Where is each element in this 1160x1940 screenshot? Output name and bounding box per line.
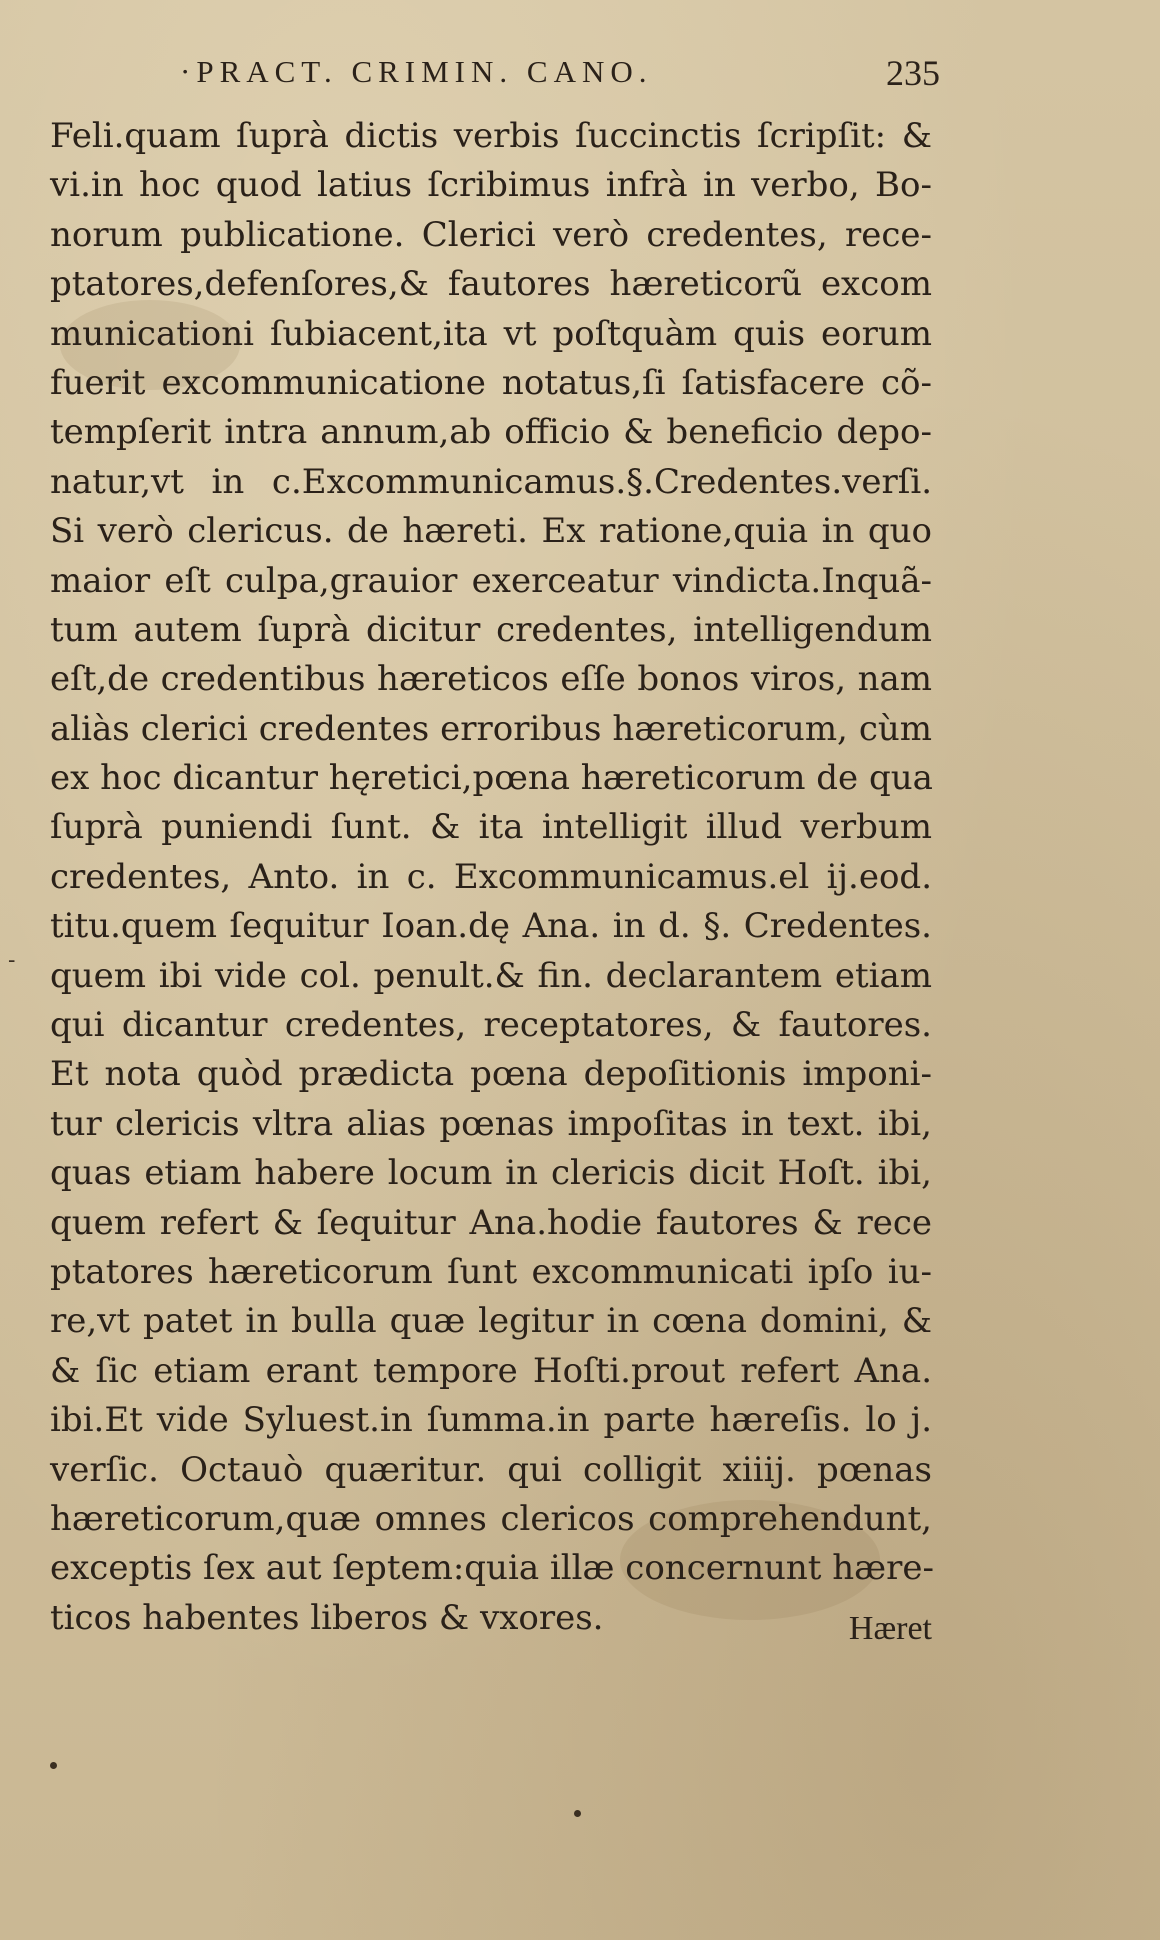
text-line: & ſic etiam erant tempore Hoſti.prout refert Ana. xyxy=(50,1350,932,1391)
text-line: maior eſt culpa,grauior exerceatur vindicta.Inquã- xyxy=(50,560,932,601)
ink-speck xyxy=(574,1810,581,1817)
text-line: re,vt patet in bulla quæ legitur in cœna domini, & xyxy=(50,1301,932,1342)
text-line: quas etiam habere locum in clericis dicit Hoſt. ibi, xyxy=(50,1153,932,1194)
text-line: exceptis ſex aut ſeptem:quia illæ concernunt hære- xyxy=(50,1548,934,1589)
text-line: Si verò clericus. de hæreti. Ex ratione,quia in quo xyxy=(50,511,932,552)
text-line: tum autem ſuprà dicitur credentes, intelligendum xyxy=(50,609,932,650)
ink-speck xyxy=(50,1762,57,1769)
text-line: quem ibi vide col. penult.& fin. declarantem etiam xyxy=(50,955,932,996)
text-line: ptatores hæreticorum ſunt excommunicati ipſo iu- xyxy=(50,1251,932,1292)
text-line: ticos habentes liberos & vxores. xyxy=(50,1597,604,1638)
margin-mark: - xyxy=(8,948,16,973)
page-header xyxy=(180,54,940,94)
text-line: natur,vt in c.Excommunicamus.§.Credentes.verſi. xyxy=(50,461,932,502)
text-line: hæreticorum,quæ omnes clericos comprehendunt, xyxy=(50,1498,932,1539)
text-line: ſuprà puniendi ſunt. & ita intelligit illud verbum xyxy=(50,807,932,848)
text-line: tur clericis vltra alias pœnas impoſitas in text. ibi, xyxy=(50,1103,932,1144)
text-line: credentes, Anto. in c. Excommunicamus.el ij.eod. xyxy=(50,856,932,897)
page-number: 235 xyxy=(886,53,940,93)
text-line: verſic. Octauò quæritur. qui colligit xiiij. pœnas xyxy=(50,1449,932,1490)
text-line: municationi ſubiacent,ita vt poſtquàm quis eorum xyxy=(50,313,932,354)
text-line: vi.in hoc quod latius ſcribimus infrà in verbo, Bo- xyxy=(50,165,932,206)
text-line: Et nota quòd prædicta pœna depoſitionis imponi- xyxy=(50,1054,932,1095)
text-line: ibi.Et vide Syluest.in ſumma.in parte hæreſis. lo j. xyxy=(50,1400,932,1441)
text-line: tempſerit intra annum,ab officio & beneficio depo- xyxy=(50,412,932,453)
text-line: ptatores,defenſores,& fautores hæreticorũ excom xyxy=(50,264,932,305)
text-line: norum publicatione. Clerici verò credentes, rece- xyxy=(50,214,932,255)
text-line: qui dicantur credentes, receptatores, & fautores. xyxy=(50,1005,932,1046)
text-line: titu.quem ſequitur Ioan.dę Ana. in d. §. Credentes. xyxy=(50,906,932,947)
text-line: fuerit excommunicatione notatus,ſi ſatisfacere cõ- xyxy=(50,362,932,403)
text-line: Feli.quam ſuprà dictis verbis ſuccinctis ſcripſit: & xyxy=(50,116,932,156)
text-line: ex hoc dicantur hęretici,pœna hæreticorum de qua xyxy=(50,758,933,799)
text-line: quem refert & ſequitur Ana.hodie fautores & rece xyxy=(50,1202,932,1243)
text-line: eſt,de credentibus hæreticos eſſe bonos viros, nam xyxy=(50,659,932,700)
catchword: Hæret xyxy=(848,1610,932,1647)
text-line: aliàs clerici credentes erroribus hæreticorum, cùm xyxy=(50,708,932,749)
running-head: ·PRACT. CRIMIN. CANO. xyxy=(180,54,653,89)
body-text xyxy=(50,112,932,1643)
